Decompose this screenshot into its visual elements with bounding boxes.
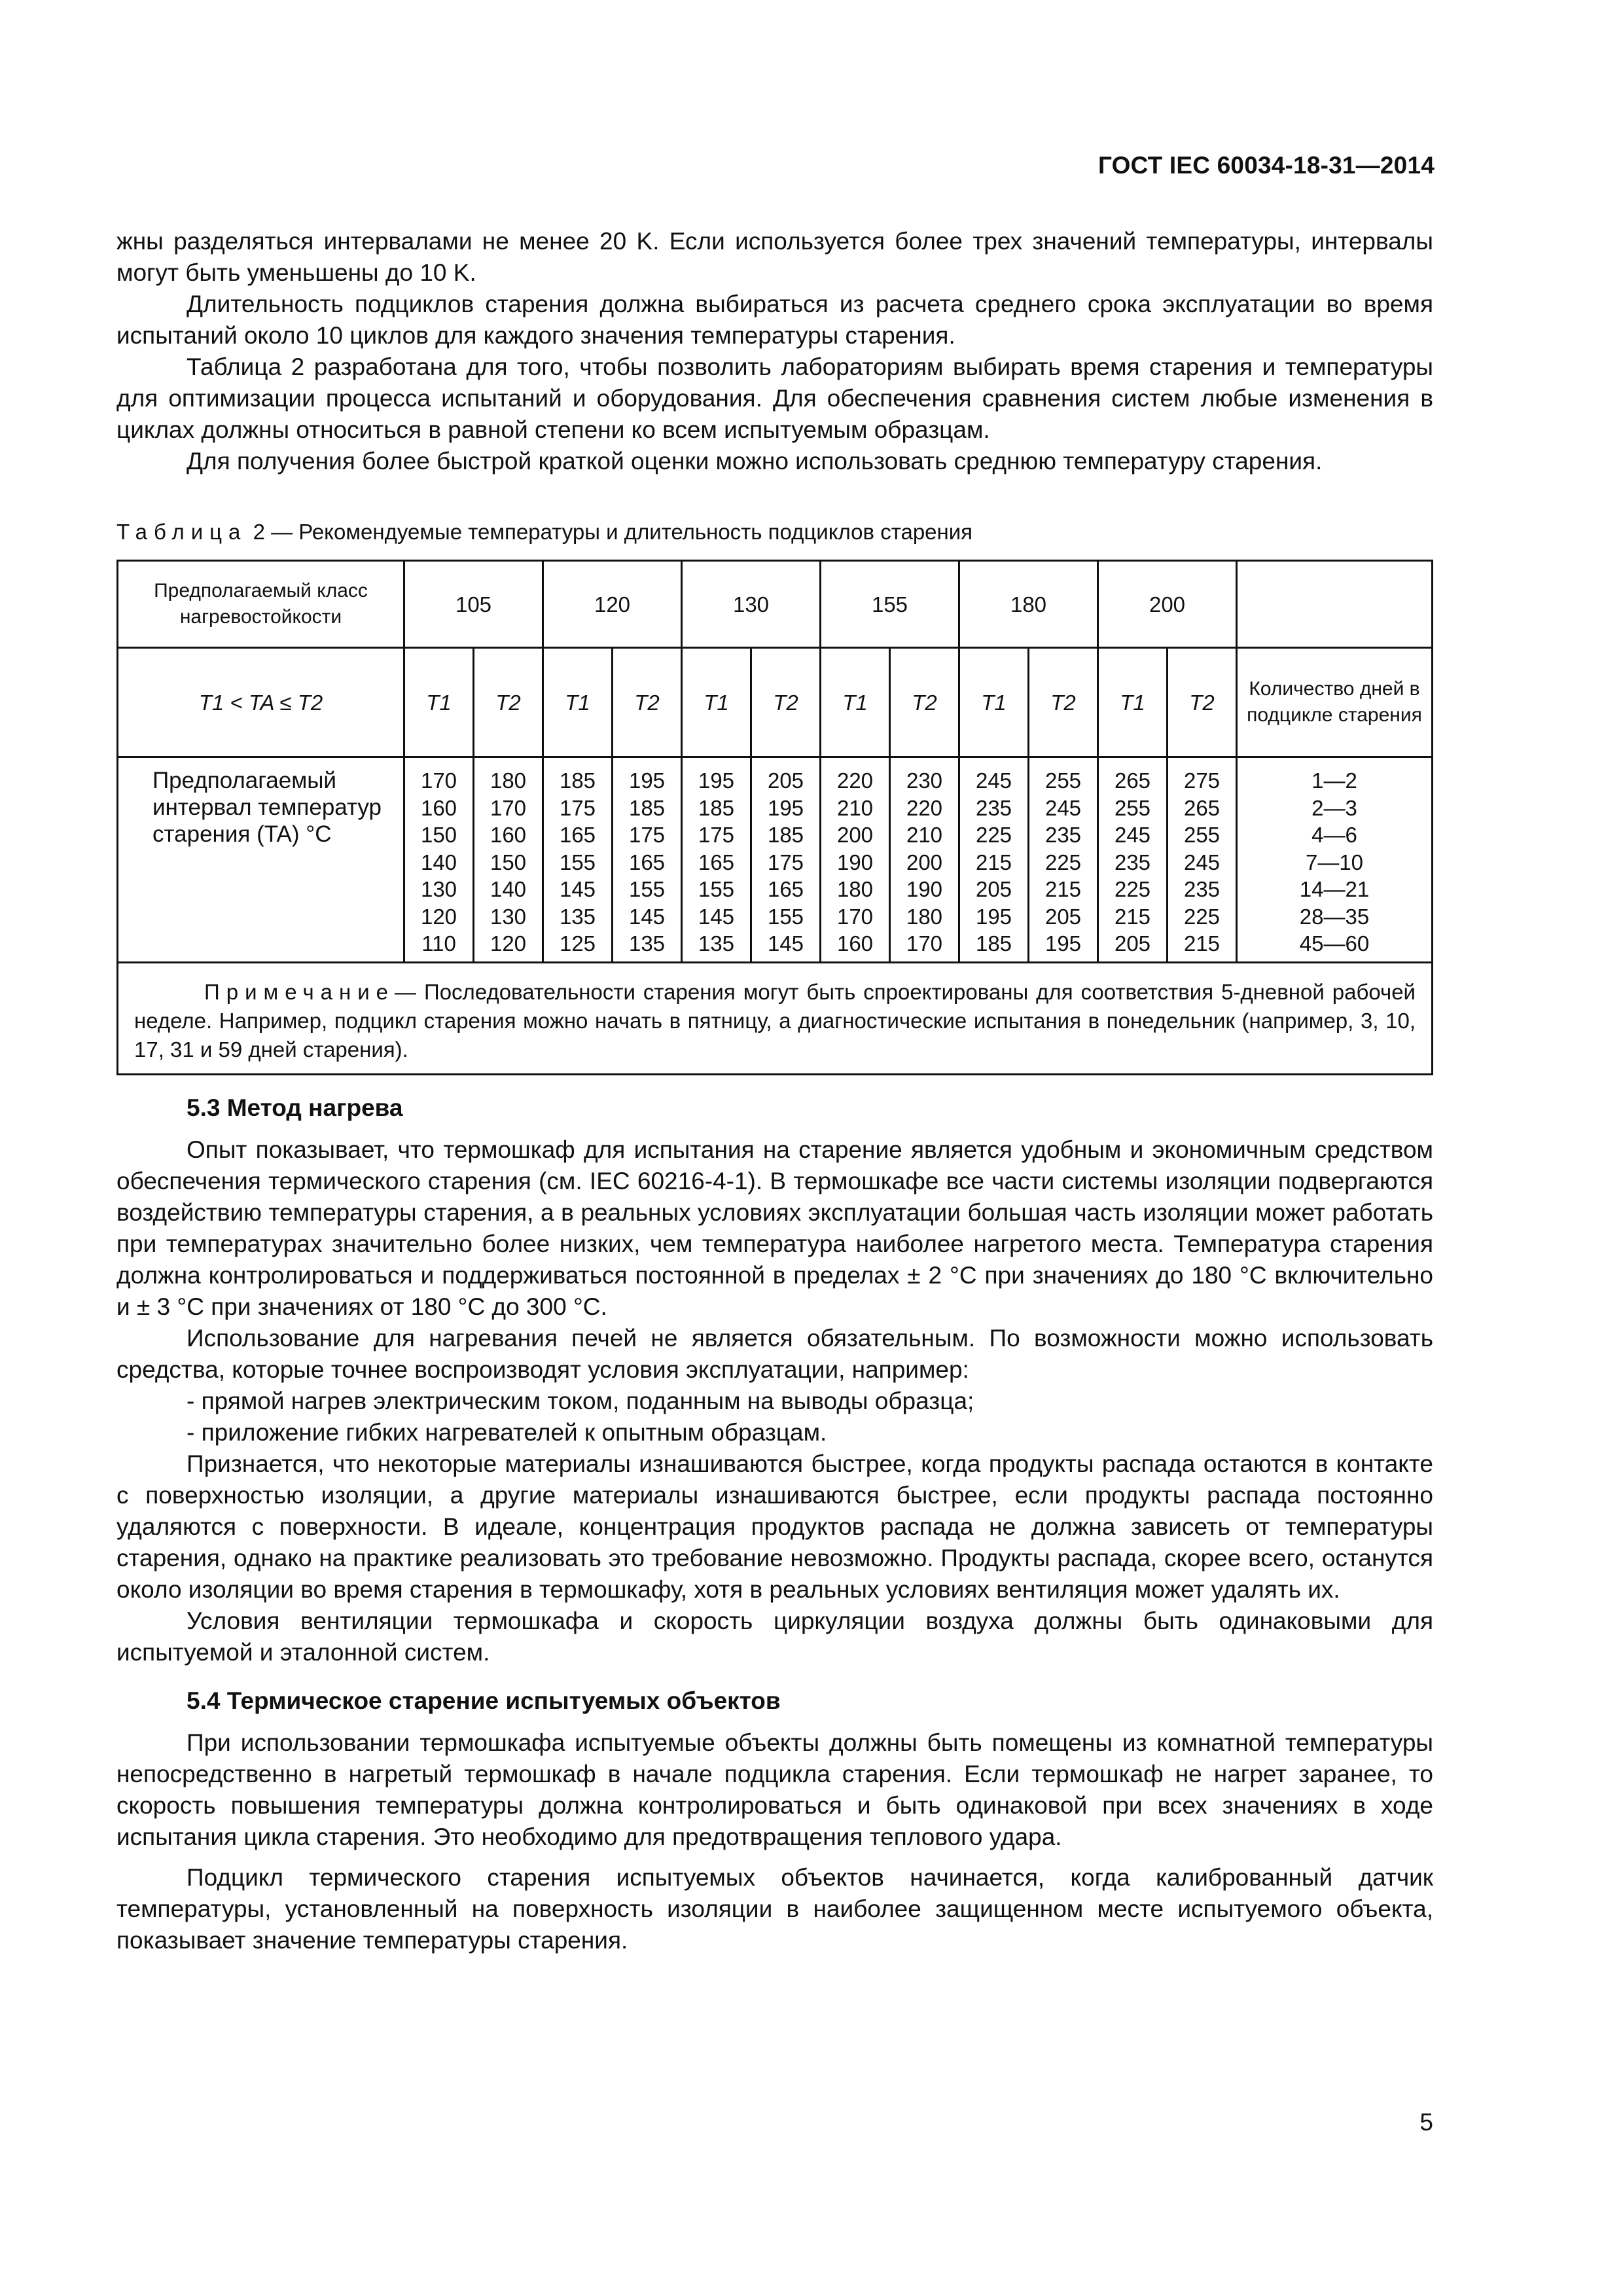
table-header-row-temps: [118, 648, 1433, 757]
temp-value: 145: [628, 904, 666, 929]
row-label-line: Предполагаемый: [152, 768, 336, 793]
class-cell: 155: [821, 561, 959, 648]
temp-value: 160: [490, 823, 527, 847]
t2-header-cell: T2: [1168, 648, 1237, 757]
temp-value: 265: [1183, 795, 1221, 820]
temp-value: 125: [559, 931, 596, 956]
table-data-row: [118, 757, 1433, 963]
table-note-row: [118, 962, 1433, 1074]
temp-column: [682, 757, 751, 963]
temp-value: 185: [628, 795, 666, 820]
temp-value: 205: [975, 877, 1012, 901]
section-54-paragraph: При использовании термошкафа испытуемые объекты должны быть помещены из комнатной температуры непосредственно в нагретый термошкаф в начале подцикла старения. Если термошкаф не нагрет заранее, то скорость повышения температуры должна контролироваться и быть одинаковой при всех значениях в ходе испытания цикла старения. Это необходимо для предотвращения теплового удара.: [116, 1729, 1433, 1850]
temp-value: 175: [767, 850, 804, 874]
t1-header-cell: T1: [543, 648, 613, 757]
paragraph-subcycle-duration: Длительность подциклов старения должна выбираться из расчета среднего срока эксплуатации во время испытаний около 10 циклов для каждого значения температуры старения.: [116, 291, 1433, 349]
temp-value: 245: [1183, 850, 1221, 874]
bullet-item: - приложение гибких нагревателей к опытным образцам.: [187, 1418, 827, 1446]
t1-header-cell: T1: [1098, 648, 1168, 757]
temp-value: 130: [420, 877, 457, 901]
t2-header-cell: T2: [474, 648, 543, 757]
temp-value: 135: [628, 931, 666, 956]
t1-header-cell: T1: [682, 648, 751, 757]
temp-value: 145: [698, 904, 735, 929]
empty-header-cell: [1237, 561, 1433, 648]
row-label-cell: [118, 757, 404, 963]
class-cell: 130: [682, 561, 821, 648]
paragraph-continuation: жны разделяться интервалами не менее 20 K. Если используется более трех значений температуры, интервалы могут быть уменьшены до 10 K.: [116, 228, 1433, 286]
t2-header-cell: T2: [890, 648, 959, 757]
temp-value: 195: [698, 768, 735, 793]
section-53-paragraph: Опыт показывает, что термошкаф для испытания на старение является удобным и экономичным средством обеспечения термического старения (см. IEC 60216-4-1). В термошкафе все части системы изоляции подвергаются воздействию температуры старения, а в реальных условиях эксплуатации большая часть изоляции может работать при температурах значительно более низких, чем температура наиболее нагретого места. Температура старения должна контролироваться и поддерживаться постоянной в пределах ± 2 °C при значениях до 180 °C включительно и ± 3 °C при значениях от 180 °C до 300 °C.: [116, 1136, 1433, 1320]
temp-value: 120: [420, 904, 457, 929]
temp-value: 165: [698, 850, 735, 874]
temp-value: 215: [1114, 904, 1151, 929]
temp-value: 245: [1044, 795, 1082, 820]
temp-value: 275: [1183, 768, 1221, 793]
temp-column: [474, 757, 543, 963]
section-54-paragraph: Подцикл термического старения испытуемых объектов начинается, когда калиброванный датчик температуры, установленный на поверхность изоляции в наиболее защищенном месте испытуемого объекта, показывает значение температуры старения.: [116, 1863, 1433, 1954]
section-53-title: 5.3 Метод нагрева: [187, 1094, 403, 1121]
days-value: 28—35: [1299, 904, 1370, 929]
days-value: 1—2: [1311, 768, 1357, 793]
temp-value: 110: [421, 931, 456, 956]
t1-header-cell: T1: [959, 648, 1029, 757]
temp-column: [959, 757, 1029, 963]
temp-value: 150: [490, 850, 527, 874]
t1-header-cell: T1: [821, 648, 890, 757]
class-cell: 200: [1098, 561, 1237, 648]
page-number: 5: [1419, 2109, 1433, 2136]
bullet-item: - прямой нагрев электрическим током, поданным на выводы образца;: [187, 1387, 974, 1414]
temp-value: 210: [906, 823, 943, 847]
temp-value: 145: [559, 877, 596, 901]
temp-column: [1098, 757, 1168, 963]
temp-value: 215: [1044, 877, 1082, 901]
note-lead: Примечание: [204, 979, 395, 1004]
temp-value: 185: [559, 768, 596, 793]
temp-value: 190: [836, 850, 874, 874]
class-header-cell: Предполагаемый класс нагревостойкости: [118, 561, 404, 648]
t1-header-cell: T1: [404, 648, 474, 757]
days-header-cell: Количество дней в подцикле старения: [1237, 648, 1433, 757]
temp-value: 150: [420, 823, 457, 847]
temp-value: 200: [836, 823, 874, 847]
temp-value: 170: [490, 795, 527, 820]
temp-value: 235: [1183, 877, 1221, 901]
temp-value: 210: [836, 795, 874, 820]
class-cell: 120: [543, 561, 682, 648]
temp-value: 195: [628, 768, 666, 793]
temp-value: 225: [1044, 850, 1082, 874]
temp-value: 205: [767, 768, 804, 793]
class-cell: 105: [404, 561, 543, 648]
temp-value: 195: [767, 795, 804, 820]
temp-value: 175: [698, 823, 735, 847]
temp-value: 145: [767, 931, 804, 956]
temp-value: 180: [906, 904, 943, 929]
temp-value: 165: [559, 823, 596, 847]
temp-value: 140: [490, 877, 527, 901]
table-caption: [116, 518, 1433, 547]
temp-value: 185: [975, 931, 1012, 956]
table-caption-prefix: Таблица: [116, 520, 247, 544]
temp-value: 215: [1183, 931, 1221, 956]
temp-column: [543, 757, 613, 963]
temp-value: 140: [420, 850, 457, 874]
paragraph-quick-assessment: Для получения более быстрой краткой оценки можно использовать среднюю температуру старения.: [187, 448, 1323, 475]
temp-value: 205: [1044, 904, 1082, 929]
temp-column: [404, 757, 474, 963]
temp-column: [890, 757, 959, 963]
paragraph-table-purpose: Таблица 2 разработана для того, чтобы позволить лабораториям выбирать время старения и температуры для оптимизации процесса испытаний и оборудования. Для обеспечения сравнения систем любые изменения в циклах должны относиться в равной степени ко всем испытуемым образцам.: [116, 353, 1433, 443]
section-53-paragraph: Условия вентиляции термошкафа и скорость циркуляции воздуха должны быть одинаковыми для испытуемой и эталонной систем.: [116, 1607, 1433, 1666]
section-53-paragraph: Признается, что некоторые материалы изнашиваются быстрее, когда продукты распада остаются в контакте с поверхностью изоляции, а другие материалы изнашиваются быстрее, если продукты распада постоянно удаляются с поверхности. В идеале, концентрация продуктов распада не должна зависеть от температуры старения, однако на практике реализовать это требование невозможно. Продукты распада, скорее всего, останутся около изоляции во время старения в термошкафу, хотя в реальных условиях вентиляция может удалять их.: [116, 1450, 1433, 1603]
temp-value: 180: [836, 877, 874, 901]
days-value: 7—10: [1305, 850, 1364, 874]
temp-value: 220: [836, 768, 874, 793]
relation-label: T1 < TA ≤ T2: [198, 690, 323, 715]
temp-value: 235: [1114, 850, 1151, 874]
temp-value: 255: [1183, 823, 1221, 847]
temp-value: 225: [1183, 904, 1221, 929]
temp-value: 190: [906, 877, 943, 901]
row-label-line: интервал температур: [152, 795, 382, 820]
aging-temperature-table: [116, 560, 1433, 1075]
temp-value: 200: [906, 850, 943, 874]
table-note: [118, 962, 1433, 1074]
row-label-line: старения (TA) °C: [152, 821, 332, 847]
temp-value: 225: [975, 823, 1012, 847]
temp-value: 165: [767, 877, 804, 901]
temp-value: 155: [767, 904, 804, 929]
temp-column: [1168, 757, 1237, 963]
temp-value: 130: [490, 904, 527, 929]
temp-value: 245: [975, 768, 1012, 793]
temp-value: 170: [836, 904, 874, 929]
temp-value: 120: [490, 931, 527, 956]
temp-column: [821, 757, 890, 963]
temp-value: 205: [1114, 931, 1151, 956]
temp-value: 225: [1114, 877, 1151, 901]
temp-value: 230: [906, 768, 943, 793]
temp-column: [1029, 757, 1098, 963]
temp-value: 135: [698, 931, 735, 956]
document-header-code: ГОСТ IEC 60034-18-31—2014: [1097, 152, 1435, 179]
days-column: [1237, 757, 1433, 963]
relation-label-cell: [118, 648, 404, 757]
t2-header-cell: T2: [1029, 648, 1098, 757]
days-value: 45—60: [1299, 931, 1370, 956]
note-text: — Последовательности старения могут быть спроектированы для соответствия 5-дневной рабочей неделе. Например, подцикл старения можно начать в пятницу, а диагностические испытания в понедельник (например, 3, 10, 17, 31 и 59 дней старения).: [134, 979, 1416, 1062]
temp-value: 255: [1114, 795, 1151, 820]
days-value: 14—21: [1299, 877, 1370, 901]
t2-header-cell: T2: [751, 648, 821, 757]
temp-value: 160: [420, 795, 457, 820]
temp-value: 135: [559, 904, 596, 929]
temp-value: 185: [767, 823, 804, 847]
temp-value: 265: [1114, 768, 1151, 793]
temp-value: 255: [1044, 768, 1082, 793]
temp-value: 165: [628, 850, 666, 874]
temp-value: 160: [836, 931, 874, 956]
temp-value: 175: [559, 795, 596, 820]
temp-value: 170: [906, 931, 943, 956]
table-caption-text: 2 — Рекомендуемые температуры и длительность подциклов старения: [253, 520, 973, 544]
temp-value: 195: [1044, 931, 1082, 956]
temp-value: 155: [559, 850, 596, 874]
temp-value: 170: [420, 768, 457, 793]
section-54-title: 5.4 Термическое старение испытуемых объектов: [187, 1687, 781, 1714]
temp-value: 245: [1114, 823, 1151, 847]
temp-value: 185: [698, 795, 735, 820]
class-cell: 180: [959, 561, 1098, 648]
section-53-paragraph: Использование для нагревания печей не является обязательным. По возможности можно использовать средства, которые точнее воспроизводят условия эксплуатации, например:: [116, 1324, 1433, 1383]
days-value: 4—6: [1311, 823, 1357, 847]
temp-value: 235: [1044, 823, 1082, 847]
temp-column: [751, 757, 821, 963]
days-value: 2—3: [1311, 795, 1357, 820]
t2-header-cell: T2: [613, 648, 682, 757]
temp-value: 235: [975, 795, 1012, 820]
temp-column: [613, 757, 682, 963]
temp-value: 175: [628, 823, 666, 847]
temp-value: 155: [698, 877, 735, 901]
temp-value: 195: [975, 904, 1012, 929]
temp-value: 180: [490, 768, 527, 793]
table-header-row-classes: [118, 561, 1433, 648]
temp-value: 155: [628, 877, 666, 901]
page-content: [116, 226, 1433, 1956]
temp-value: 220: [906, 795, 943, 820]
temp-value: 215: [975, 850, 1012, 874]
